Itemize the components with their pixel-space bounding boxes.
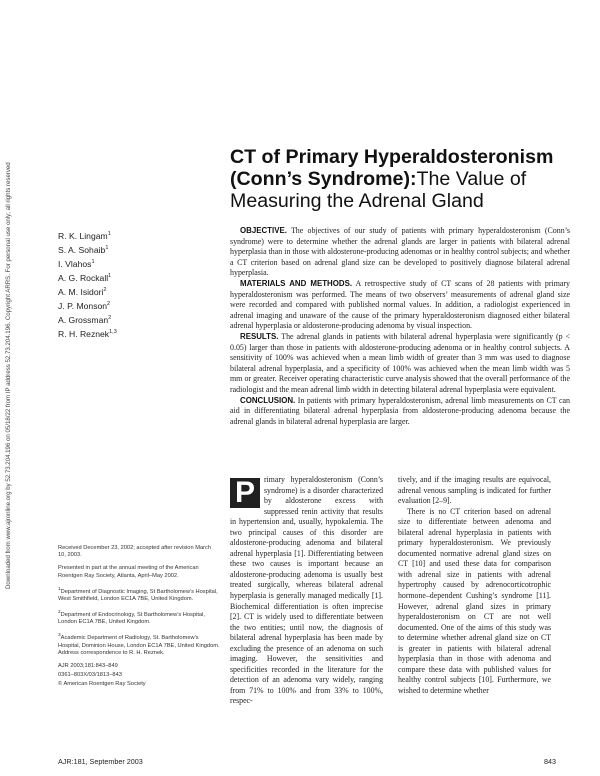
author: A. M. Isidori$^2$ — [58, 287, 107, 298]
abstract-conclusion: CONCLUSION. In patients with primary hyperaldosteronism, adrenal limb measurements on CT can aid in differentiating bilateral adrenal hyperplasia from aldosterone-producing adenoma because the adrenal glands in bilateral adrenal hyperplasia are larger. — [230, 395, 570, 426]
affiliation-2: $^2$Department of Endocrinology, St Bartholomew’s Hospital, London EC1A 7BE, United Kingdom. — [58, 610, 205, 626]
author: R. K. Lingam$^1$ — [58, 230, 111, 241]
author: R. H. Reznek$^{1,3}$ — [58, 329, 117, 340]
author-list — [58, 228, 208, 341]
drop-cap: P — [230, 478, 260, 508]
presented-note: Presented in part at the annual meeting of the American Roentgen Ray Society, Atlanta, April–May 2002. — [58, 565, 199, 579]
download-notice: Downloaded from www.ajronline.org by 52.73.204.196 on 05/18/22 from IP address 52.73.204.196. Copyright ARRS. For personal use only; all rights reserved — [5, 162, 12, 590]
abstract — [230, 226, 570, 427]
affiliation-1: $^1$Department of Diagnostic Imaging, St Bartholomew’s Hospital, West Smithfield, London EC1A 7BE, United Kingdom. — [58, 586, 218, 602]
body-column-1 — [230, 475, 383, 707]
body-paragraph: P rimary hyperaldosteronism (Conn’s syndrome) is a disorder characterized by aldosterone excess with suppressed renin activity that results in hypertension and, usually, hypokalemia. The two principal causes of this disorder are aldosterone-producing adenoma and bilateral adrenal hyperplasia [1]. Differentiating between these two causes is important because an aldosterone-producing adenoma is usually best treated surgically, whereas bilateral adrenal hyperplasia is generally managed medically [1]. Biochemical differentiation is often imprecise [2]. CT is widely used to differentiate between the two entities; until now, the diagnosis of bilateral adrenal hyperplasia has been made by excluding the presence of an adenoma on such imaging. However, the sensitivities and specificities recorded in the literature for the detection of an adenoma vary widely, ranging from 71% to 100% and from 33% to 100%, respec- — [230, 475, 383, 706]
journal-footer: AJR:181, September 2003 — [58, 757, 143, 766]
article-title — [230, 146, 570, 212]
abstract-methods: MATERIALS AND METHODS. A retrospective study of CT scans of 28 patients with primary hyperaldosteronism was performed. The means of two observers’ measurements of adrenal gland size were recorded and compared with published normal values. In addition, a radiologist experienced in adrenal imaging and unaware of the cause of the primary hyperaldosteronism diagnosed either bilateral adrenal hyperplasia or aldosterone-producing adenoma by visual inspection. — [230, 278, 570, 331]
title-sub: The Value of Measuring the Adrenal Gland — [230, 168, 527, 212]
body-paragraph: There is no CT criterion based on adrenal size to differentiate between adenoma and bilateral adrenal hyperplasia in patients with primary hyperaldosteronism. We previously documented normative adrenal gland sizes on CT [10] and used these data for comparison with adrenal size in patients with adrenal hypertrophy caused by adrenocorticotrophic hormone–dependent Cushing’s syndrome [11]. However, adrenal gland sizes in primary hyperaldosteronism on CT are not well documented. One of the aims of this study was to determine whether adrenal gland size on CT is greater in patients with bilateral adrenal hyperplasia than in those with adenoma and compare these data with published values for healthy control subjects [10]. Furthermore, we wished to determine whether — [398, 506, 551, 695]
author: I. Vlahos$^1$ — [58, 258, 95, 269]
citation: AJR 2003;181:843–849 — [58, 662, 118, 669]
author: S. A. Sohaib$^1$ — [58, 244, 109, 255]
abstract-results: RESULTS. The adrenal glands in patients with bilateral adrenal hyperplasia were significantly (p < 0.05) larger than those in patients with aldosterone-producing adenoma or in healthy control subjects. A sensitivity of 100% was achieved when a mean limb width of greater than 3 mm was used to diagnose bilateral adrenal hyperplasia, and a specificity of 100% was achieved when the mean limb width was 5 mm or greater. Receiver operating characteristic curve analysis showed that the overall performance of the radiologist and the mean adrenal limb width in detecting bilateral adrenal hyperplasia were equivalent. — [230, 331, 570, 394]
received-date: Received December 23, 2002; accepted after revision March 10, 2003. — [58, 545, 212, 559]
article-metadata — [58, 545, 220, 689]
author: A. G. Rockall$^1$ — [58, 273, 112, 284]
copyright: © American Roentgen Ray Society — [58, 680, 146, 687]
author: J. P. Monson$^2$ — [58, 301, 111, 312]
title-main: CT of Primary Hyperaldosteronism (Conn’s Syndrome): — [230, 146, 554, 190]
author: A. Grossman$^2$ — [58, 315, 112, 326]
page-number: 843 — [544, 757, 556, 766]
body-column-2 — [398, 475, 551, 696]
affiliation-3: $^3$Academic Department of Radiology, St. Bartholomew’s Hospital, Dominion House, London EC1A 7BE, United Kingdom. Address correspondence to R. H. Reznek. — [58, 633, 220, 656]
abstract-objective: OBJECTIVE. The objectives of our study of patients with primary hyperaldosteronism (Conn’s syndrome) were to determine whether the adrenal glands are larger in patients with bilateral adrenal hyperplasia than in those with aldosterone-producing adenomas or in healthy control subjects; and whether a CT criterion based on adrenal gland size can be developed to positively diagnose bilateral adrenal hyperplasia. — [230, 226, 570, 278]
issn: 0361–803X/03/1813–843 — [58, 671, 122, 678]
body-paragraph: tively, and if the imaging results are equivocal, adrenal venous sampling is indicated for further evaluation [2–9]. — [398, 475, 551, 506]
